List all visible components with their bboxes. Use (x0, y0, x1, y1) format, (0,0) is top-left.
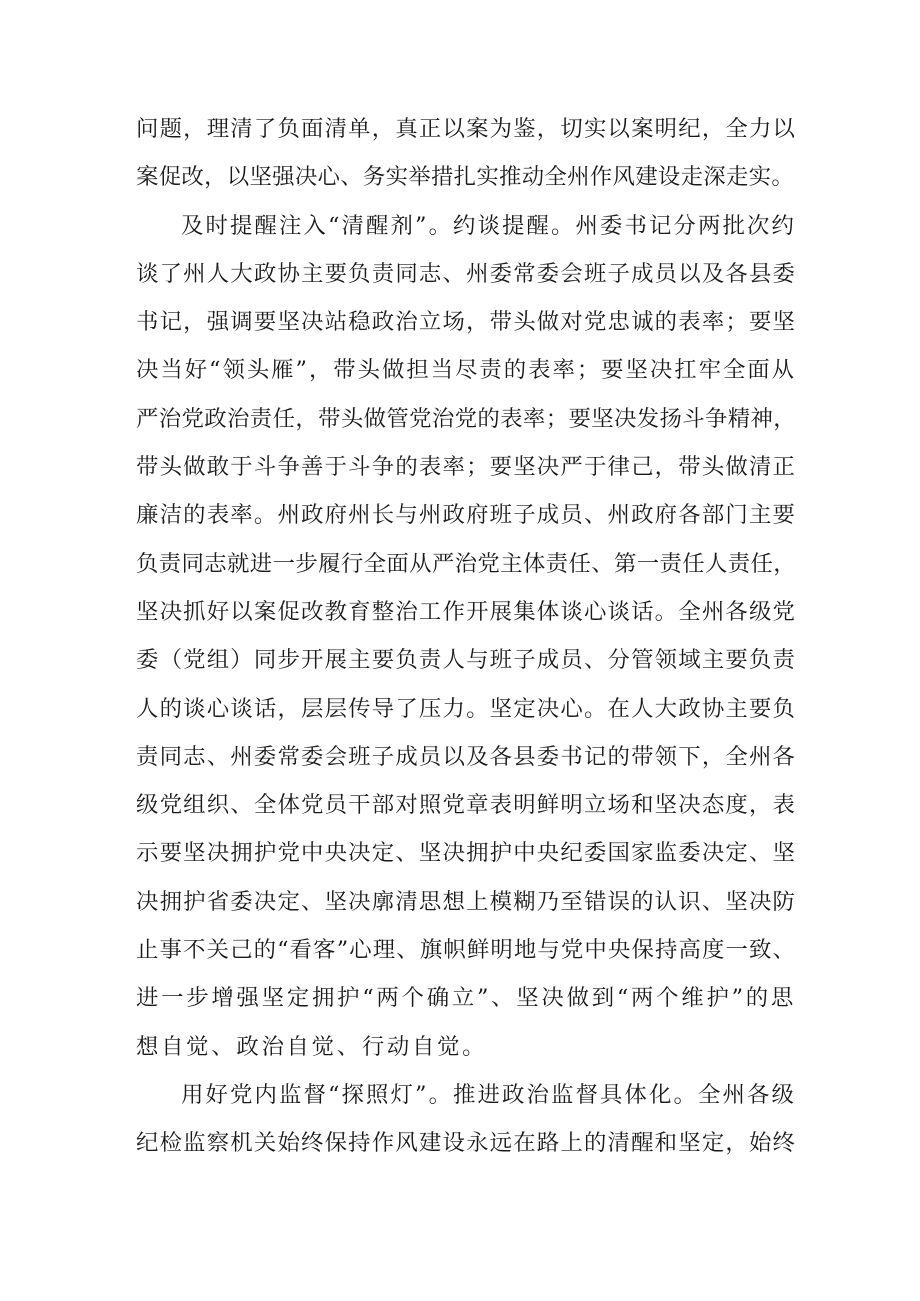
text-line: 止事不关己的“看客”心理、旗帜鲜明地与党中央保持高度一致、 (136, 937, 796, 964)
text-line: 坚决抓好以案促改教育整治工作开展集体谈心谈话。全州各级党 (136, 598, 796, 625)
paragraph-3 (136, 1071, 796, 1168)
document-body (136, 105, 796, 1168)
text-line: 想自觉、政治自觉、行动自觉。 (136, 1033, 488, 1060)
text-line: 级党组织、全体党员干部对照党章表明鲜明立场和坚决态度，表 (136, 792, 796, 819)
text-line: 决拥护省委决定、坚决廓清思想上模糊乃至错误的认识、坚决防 (136, 888, 796, 915)
text-line: 廉洁的表率。州政府州长与州政府班子成员、州政府各部门主要 (136, 502, 796, 529)
paragraph-2 (136, 202, 796, 1071)
text-line: 进一步增强坚定拥护“两个确立”、坚决做到“两个维护”的思 (136, 985, 796, 1012)
text-line: 书记，强调要坚决站稳政治立场，带头做对党忠诚的表率；要坚 (136, 309, 796, 336)
text-line: 委（党组）同步开展主要负责人与班子成员、分管领域主要负责 (136, 647, 796, 674)
text-line: 用好党内监督“探照灯”。推进政治监督具体化。全州各级 (181, 1081, 796, 1108)
paragraph-1 (136, 105, 796, 202)
text-line: 责同志、州委常委会班子成员以及各县委书记的带领下，全州各 (136, 743, 796, 770)
text-line: 带头做敢于斗争善于斗争的表率；要坚决严于律己，带头做清正 (136, 454, 796, 481)
text-line: 决当好“领头雁”，带头做担当尽责的表率；要坚决扛牢全面从 (136, 357, 796, 384)
text-line: 人的谈心谈话，层层传导了压力。坚定决心。在人大政协主要负 (136, 695, 796, 722)
text-line: 谈了州人大政协主要负责同志、州委常委会班子成员以及各县委 (136, 260, 796, 287)
text-line: 示要坚决拥护党中央决定、坚决拥护中央纪委国家监委决定、坚 (136, 840, 796, 867)
text-line: 问题，理清了负面清单，真正以案为鉴，切实以案明纪，全力以 (136, 116, 796, 142)
text-line: 及时提醒注入“清醒剂”。约谈提醒。州委书记分两批次约 (181, 212, 796, 239)
text-line: 案促改，以坚强决心、务实举措扎实推动全州作风建设走深走实。 (136, 164, 795, 191)
text-line: 纪检监察机关始终保持作风建设永远在路上的清醒和坚定，始终 (136, 1130, 796, 1157)
text-line: 负责同志就进一步履行全面从严治党主体责任、第一责任人责任， (136, 550, 796, 577)
text-line: 严治党政治责任，带头做管党治党的表率；要坚决发扬斗争精神， (136, 405, 796, 432)
